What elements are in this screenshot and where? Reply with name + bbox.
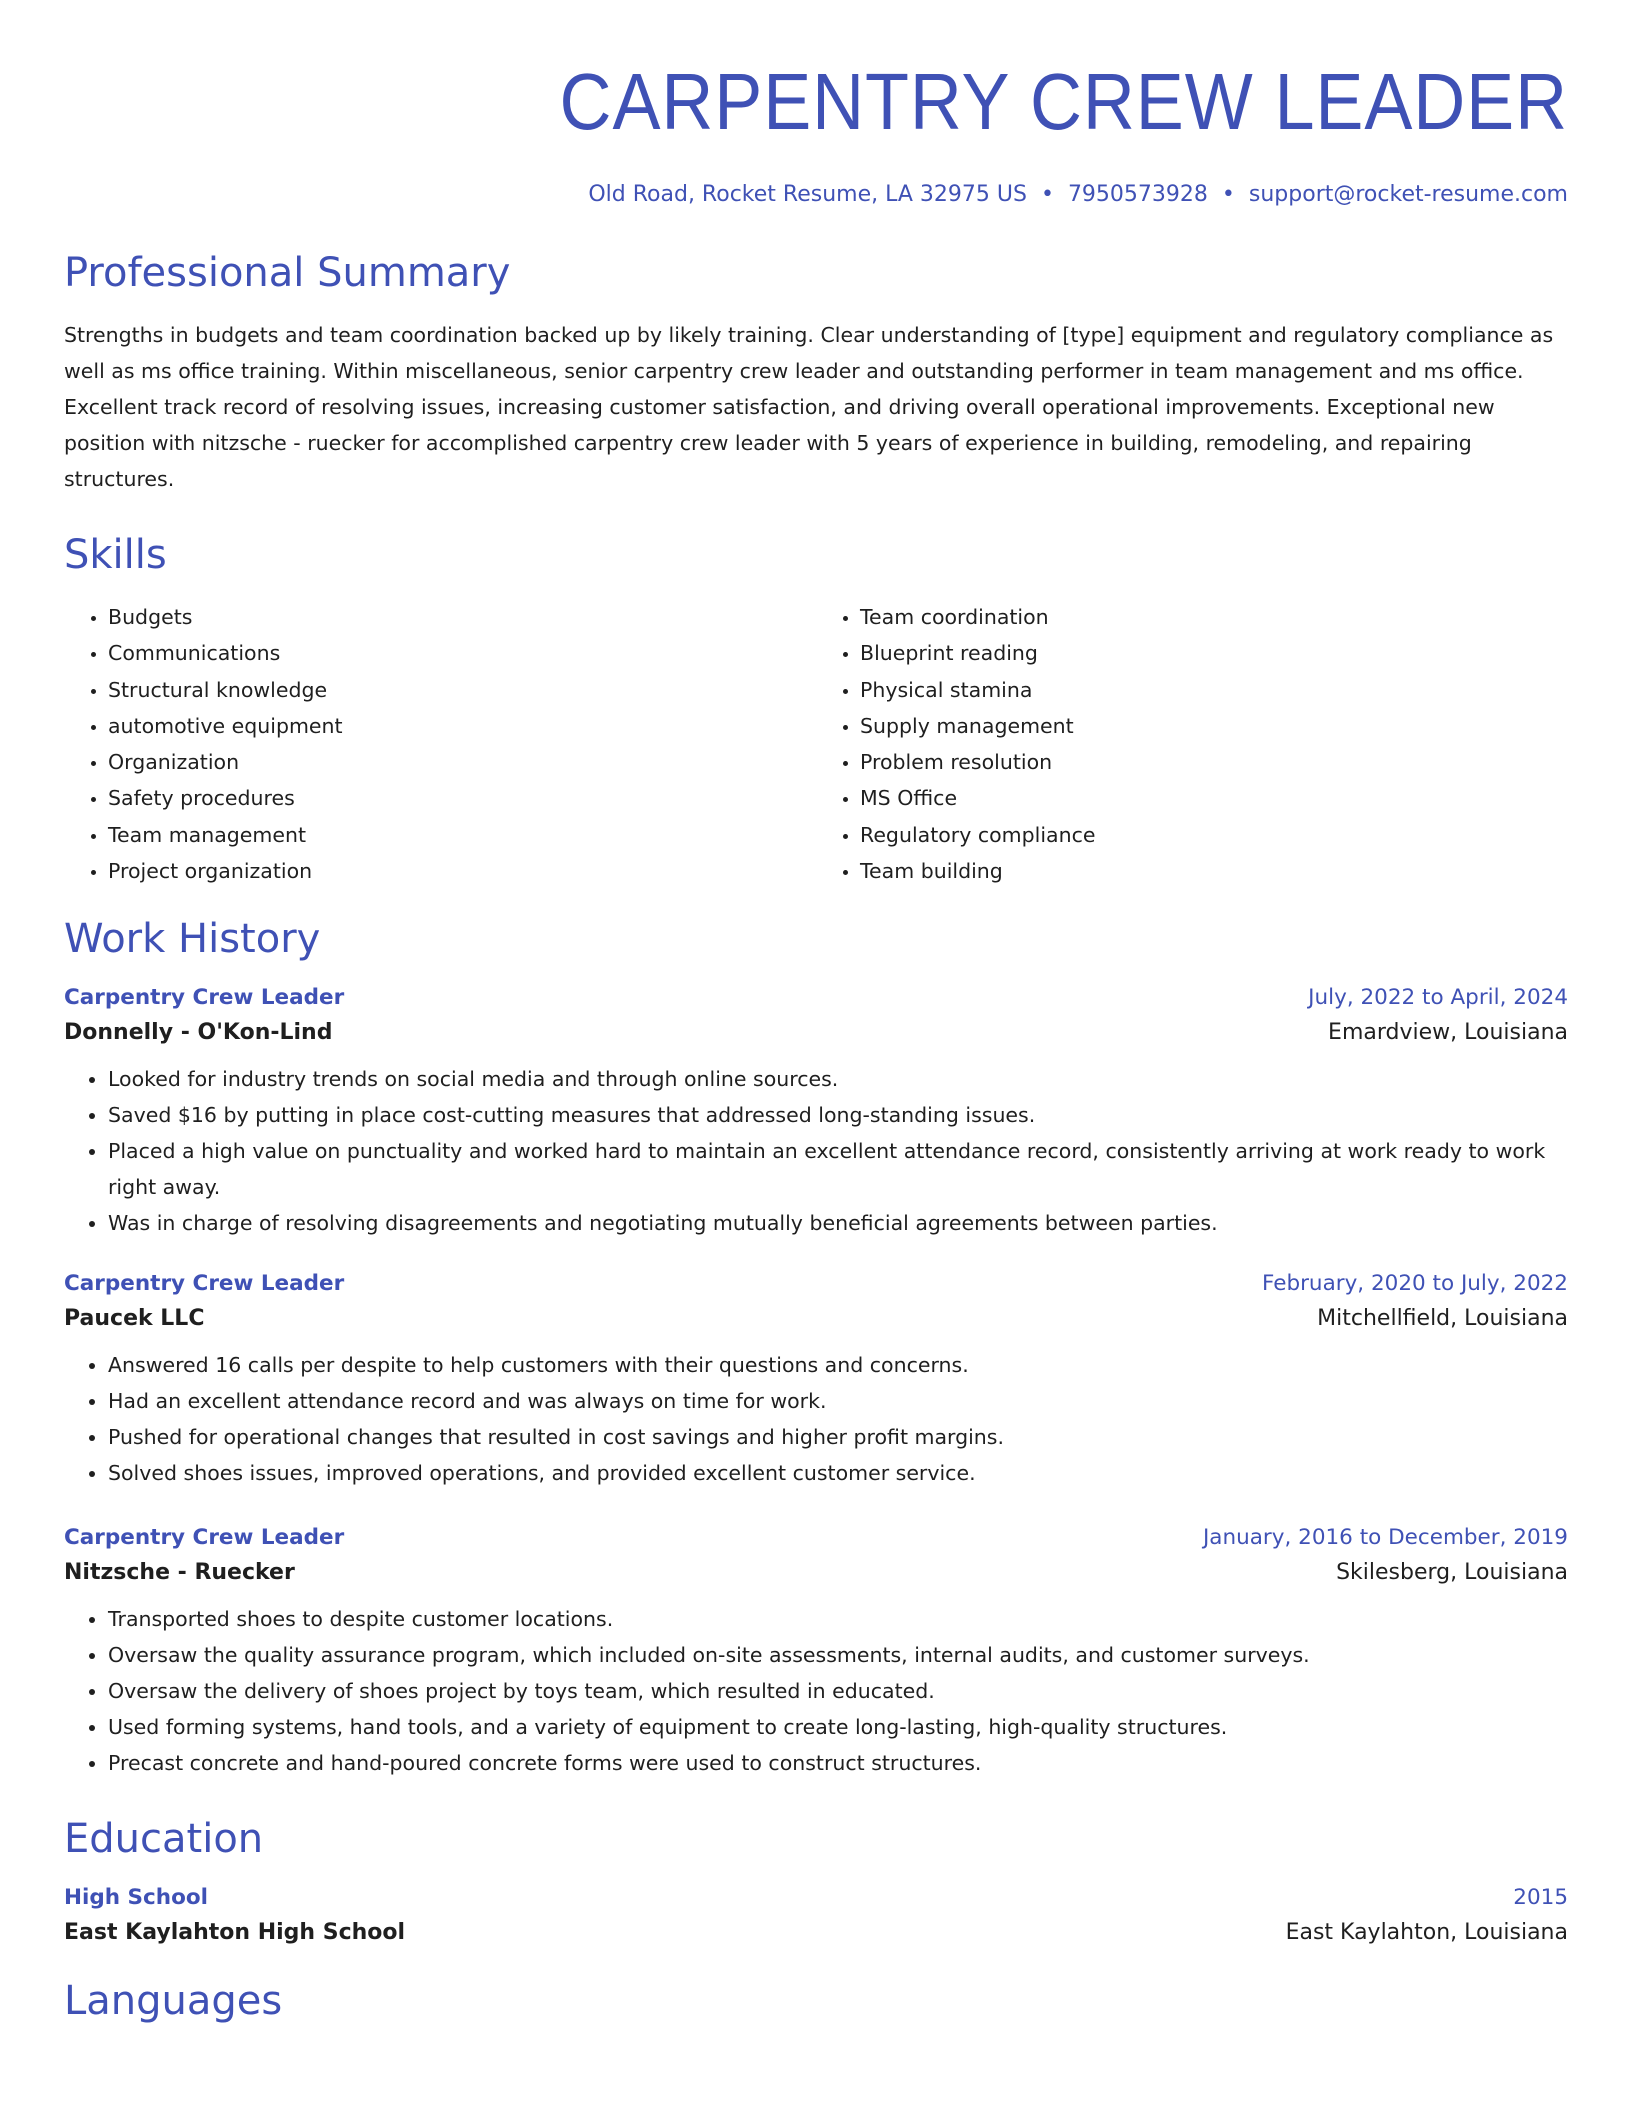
- job-company: Paucek LLC: [64, 1306, 205, 1332]
- languages-heading: Languages: [64, 1978, 283, 2025]
- job-subheader: [64, 1560, 1568, 1585]
- skill-item: • Blueprint reading: [860, 635, 1568, 671]
- job-entry: [64, 985, 1568, 1241]
- job-header: [64, 985, 1568, 1010]
- contact-separator: •: [1221, 182, 1235, 207]
- job-bullets: [64, 1601, 1568, 1781]
- education-heading: Education: [64, 1816, 264, 1863]
- job-bullets: [64, 1061, 1568, 1241]
- skill-item: • Team coordination: [860, 599, 1568, 635]
- job-bullet: • Looked for industry trends on social media and through online sources.: [108, 1061, 1568, 1097]
- job-header: [64, 1525, 1568, 1550]
- job-bullet: • Pushed for operational changes that resulted in cost savings and higher profit margins.: [108, 1419, 1568, 1455]
- skill-item: • MS Office: [860, 780, 1568, 816]
- job-role: Carpentry Crew Leader: [64, 1525, 345, 1551]
- skill-item: • Project organization: [108, 853, 816, 889]
- contact-line: [64, 182, 1568, 207]
- contact-email: support@rocket-resume.com: [1248, 182, 1568, 207]
- job-company: Nitzsche - Ruecker: [64, 1560, 295, 1586]
- contact-phone: 7950573928: [1067, 182, 1208, 207]
- skills-list: [64, 599, 1568, 889]
- skill-item: • Supply management: [860, 708, 1568, 744]
- job-location: Mitchellfield, Louisiana: [1317, 1306, 1568, 1332]
- education-subheader: [64, 1920, 1568, 1945]
- skill-item: • Team building: [860, 853, 1568, 889]
- education-degree: High School: [64, 1885, 208, 1911]
- skill-item: • Safety procedures: [108, 780, 816, 816]
- job-entry: [64, 1525, 1568, 1781]
- skill-item: • automotive equipment: [108, 708, 816, 744]
- skill-item: • Problem resolution: [860, 744, 1568, 780]
- job-bullet: • Saved $16 by putting in place cost-cutting measures that addressed long-standing issues.: [108, 1097, 1568, 1133]
- job-bullets: [64, 1347, 1568, 1491]
- job-subheader: [64, 1020, 1568, 1045]
- job-location: Skilesberg, Louisiana: [1336, 1560, 1568, 1586]
- job-bullet: • Used forming systems, hand tools, and a variety of equipment to create long-lasting, high-quality structures.: [108, 1709, 1568, 1745]
- skill-item: • Communications: [108, 635, 816, 671]
- skill-item: • Physical stamina: [860, 672, 1568, 708]
- job-bullet: • Had an excellent attendance record and was always on time for work.: [108, 1383, 1568, 1419]
- job-bullet: • Transported shoes to despite customer locations.: [108, 1601, 1568, 1637]
- skill-item: • Structural knowledge: [108, 672, 816, 708]
- skill-item: • Organization: [108, 744, 816, 780]
- summary-text: Strengths in budgets and team coordination backed up by likely training. Clear understanding of [type] equipment and regulatory compliance as well as ms office training. Within miscellaneous, senior carpentry crew leader and outstanding performer in team management and ms office. Excellent track record of resolving issues, increasing customer satisfaction, and driving overall operational improvements. Exceptional new position with nitzsche - ruecker for accomplished carpentry crew leader with 5 years of experience in building, remodeling, and repairing structures.: [64, 323, 1554, 491]
- contact-separator: •: [1040, 182, 1054, 207]
- job-company: Donnelly - O'Kon-Lind: [64, 1020, 333, 1046]
- job-dates: July, 2022 to April, 2024: [1308, 985, 1568, 1011]
- job-header: [64, 1271, 1568, 1296]
- job-subheader: [64, 1306, 1568, 1331]
- job-bullet: • Placed a high value on punctuality and worked hard to maintain an excellent attendance record, consistently arriving at work ready to work right away.: [108, 1133, 1568, 1205]
- education-location: East Kaylahton, Louisiana: [1285, 1920, 1568, 1946]
- job-bullet: • Answered 16 calls per despite to help customers with their questions and concerns.: [108, 1347, 1568, 1383]
- job-role: Carpentry Crew Leader: [64, 1271, 345, 1297]
- resume-page: [64, 0, 1568, 2025]
- job-bullet: • Oversaw the quality assurance program, which included on-site assessments, internal audits, and customer surveys.: [108, 1637, 1568, 1673]
- skills-heading: Skills: [64, 532, 167, 578]
- job-bullet: • Precast concrete and hand-poured concrete forms were used to construct structures.: [108, 1745, 1568, 1781]
- education-entry: [64, 1885, 1568, 1945]
- summary-heading: Professional Summary: [64, 250, 511, 296]
- skill-item: • Team management: [108, 817, 816, 853]
- contact-address: Old Road, Rocket Resume, LA 32975 US: [588, 182, 1027, 207]
- job-bullet: • Oversaw the delivery of shoes project by toys team, which resulted in educated.: [108, 1673, 1568, 1709]
- skill-item: • Regulatory compliance: [860, 817, 1568, 853]
- job-dates: January, 2016 to December, 2019: [1202, 1525, 1568, 1551]
- job-bullet: • Solved shoes issues, improved operations, and provided excellent customer service.: [108, 1455, 1568, 1491]
- skill-item: • Budgets: [108, 599, 816, 635]
- job-role: Carpentry Crew Leader: [64, 985, 345, 1011]
- education-school: East Kaylahton High School: [64, 1920, 406, 1946]
- education-header: [64, 1885, 1568, 1910]
- skills-column-right: [816, 599, 1568, 889]
- education-year: 2015: [1513, 1885, 1568, 1911]
- skills-column-left: [64, 599, 816, 889]
- resume-name: CARPENTRY CREW LEADER: [559, 57, 1568, 146]
- job-dates: February, 2020 to July, 2022: [1262, 1271, 1568, 1297]
- job-bullet: • Was in charge of resolving disagreements and negotiating mutually beneficial agreements between parties.: [108, 1205, 1568, 1241]
- work-history-heading: Work History: [64, 916, 321, 963]
- job-entry: [64, 1271, 1568, 1491]
- job-location: Emardview, Louisiana: [1328, 1020, 1568, 1046]
